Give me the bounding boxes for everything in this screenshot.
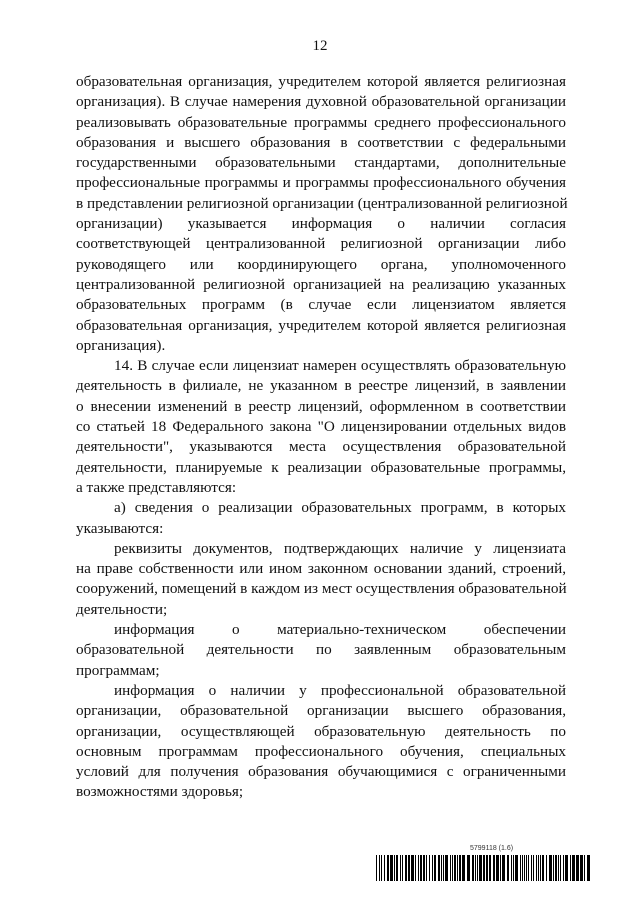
barcode-bar bbox=[445, 855, 448, 881]
text-line: образовательных программ (в случае если лицензиатом является bbox=[76, 296, 566, 314]
barcode-bar bbox=[555, 855, 557, 881]
text-line: а также представляются: bbox=[76, 478, 237, 496]
barcode-bar bbox=[576, 855, 579, 881]
barcode-bar bbox=[536, 855, 537, 881]
body-text bbox=[76, 72, 566, 803]
barcode-bar bbox=[553, 855, 554, 881]
barcode-bar bbox=[565, 855, 568, 881]
text-line: основным программам профессионального обучения, специальных bbox=[76, 742, 566, 760]
barcode-bar bbox=[522, 855, 523, 881]
barcode bbox=[376, 855, 591, 881]
text-line: руководящего или координирующего органа, уполномоченного bbox=[76, 255, 566, 273]
barcode-bar bbox=[572, 855, 575, 881]
text-line: указываются: bbox=[76, 519, 164, 537]
document-code: 5799118 (1.6) bbox=[470, 845, 514, 852]
barcode-bar bbox=[441, 855, 442, 881]
barcode-bar bbox=[570, 855, 571, 881]
barcode-bar bbox=[396, 855, 398, 881]
barcode-bar bbox=[405, 855, 407, 881]
barcode-bar bbox=[426, 855, 427, 881]
barcode-bar bbox=[384, 855, 385, 881]
barcode-bar bbox=[502, 855, 505, 881]
barcode-bar bbox=[379, 855, 380, 881]
text-line: 14. В случае если лицензиат намерен осуществлять образовательную bbox=[114, 357, 566, 375]
barcode-bar bbox=[528, 855, 529, 881]
barcode-bar bbox=[558, 855, 559, 881]
barcode-bar bbox=[479, 855, 482, 881]
text-line: в представлении религиозной организации (централизованной религиозной bbox=[76, 194, 568, 212]
barcode-bar bbox=[520, 855, 521, 881]
barcode-bar bbox=[489, 855, 491, 881]
barcode-bar bbox=[387, 855, 389, 881]
barcode-bar bbox=[563, 855, 564, 881]
text-line: информация о материально-техническом обеспечении bbox=[114, 621, 566, 639]
text-line: образовательная организация, учредителем которой является религиозная bbox=[76, 316, 566, 334]
barcode-bar bbox=[418, 855, 419, 881]
barcode-bar bbox=[515, 855, 518, 881]
barcode-bar bbox=[511, 855, 512, 881]
barcode-bar bbox=[507, 855, 509, 881]
barcode-bar bbox=[587, 855, 590, 881]
text-line: образовательной деятельности по заявленным образовательным bbox=[76, 641, 566, 659]
barcode-bar bbox=[584, 855, 585, 881]
text-line: организации, образовательной организации высшего образования, bbox=[76, 702, 566, 720]
page-number: 12 bbox=[312, 38, 328, 54]
barcode-bar bbox=[538, 855, 539, 881]
text-line: деятельность в филиале, не указанном в реестре лицензий, в заявлении bbox=[76, 377, 566, 395]
text-line: образовательная организация, учредителем которой является религиозная bbox=[76, 73, 566, 90]
barcode-bar bbox=[443, 855, 444, 881]
barcode-bar bbox=[438, 855, 440, 881]
text-line: организация). В случае намерения духовной образовательной организации bbox=[76, 93, 566, 111]
barcode-bar bbox=[486, 855, 488, 881]
barcode-bar bbox=[513, 855, 514, 881]
text-line: сооружений, помещений в каждом из мест осуществления образовательной bbox=[76, 580, 567, 598]
barcode-bar bbox=[526, 855, 527, 881]
text-line: организации) указывается информация о наличии согласия bbox=[76, 215, 566, 233]
text-line: условий для получения образования обучающимися с ограниченными bbox=[76, 763, 566, 781]
text-line: со статьей 18 Федерального закона "О лицензировании отдельных видов bbox=[76, 418, 566, 436]
text-line: централизованной религиозной организацией на реализацию указанных bbox=[76, 275, 566, 293]
barcode-bar bbox=[376, 855, 377, 881]
barcode-bar bbox=[542, 855, 544, 881]
barcode-bar bbox=[472, 855, 474, 881]
text-line: профессиональные программы и программы профессионального обучения bbox=[76, 174, 566, 192]
barcode-bar bbox=[560, 855, 561, 881]
barcode-bar bbox=[423, 855, 425, 881]
barcode-bar bbox=[459, 855, 461, 881]
text-line: реквизиты документов, подтверждающих наличие у лицензиата bbox=[114, 539, 566, 557]
barcode-bar bbox=[546, 855, 547, 881]
text-line: деятельности, планируемые к реализации образовательные программы, bbox=[76, 458, 566, 476]
barcode-bar bbox=[432, 855, 433, 881]
barcode-bar bbox=[429, 855, 430, 881]
barcode-bar bbox=[411, 855, 414, 881]
barcode-bar bbox=[400, 855, 401, 881]
text-line: на праве собственности или ином законном основании зданий, строений, bbox=[76, 560, 566, 578]
text-line: деятельности; bbox=[76, 600, 168, 618]
text-line: государственными образовательными стандартами, дополнительные bbox=[76, 154, 566, 172]
barcode-bar bbox=[475, 855, 476, 881]
barcode-bar bbox=[434, 855, 436, 881]
text-line: организации, осуществляющей образовательную деятельность по bbox=[76, 722, 566, 740]
text-line: о внесении изменений в реестр лицензий, оформленном в соответствии bbox=[76, 397, 566, 415]
barcode-bar bbox=[533, 855, 534, 881]
barcode-bar bbox=[549, 855, 552, 881]
barcode-bar bbox=[390, 855, 393, 881]
barcode-bar bbox=[452, 855, 453, 881]
barcode-bar bbox=[540, 855, 541, 881]
barcode-bar bbox=[454, 855, 456, 881]
text-line: организация). bbox=[76, 336, 166, 354]
barcode-bar bbox=[580, 855, 583, 881]
barcode-bar bbox=[477, 855, 478, 881]
text-line: а) сведения о реализации образовательных программ, в которых bbox=[114, 499, 566, 517]
barcode-bar bbox=[381, 855, 382, 881]
barcode-bar bbox=[467, 855, 470, 881]
barcode-bar bbox=[493, 855, 495, 881]
barcode-bar bbox=[394, 855, 395, 881]
text-line: программам; bbox=[76, 661, 160, 679]
barcode-bar bbox=[457, 855, 458, 881]
barcode-bar bbox=[408, 855, 410, 881]
text-line: реализовывать образовательные программы среднего профессионального bbox=[76, 113, 566, 131]
barcode-bar bbox=[524, 855, 525, 881]
barcode-bar bbox=[415, 855, 416, 881]
barcode-bar bbox=[531, 855, 532, 881]
text-line: соответствующей централизованной религиозной организации либо bbox=[76, 235, 566, 253]
text-line: информация о наличии у профессиональной образовательной bbox=[114, 681, 566, 699]
barcode-bar bbox=[462, 855, 465, 881]
text-line: образования и высшего образования в соответствии с федеральными bbox=[76, 133, 566, 151]
text-line: возможностями здоровья; bbox=[76, 783, 244, 801]
text-line: деятельности", указываются места осуществления образовательной bbox=[76, 438, 566, 456]
barcode-bar bbox=[450, 855, 451, 881]
barcode-bar bbox=[420, 855, 422, 881]
barcode-bar bbox=[483, 855, 485, 881]
barcode-bar bbox=[496, 855, 499, 881]
barcode-bar bbox=[402, 855, 403, 881]
barcode-bar bbox=[500, 855, 501, 881]
